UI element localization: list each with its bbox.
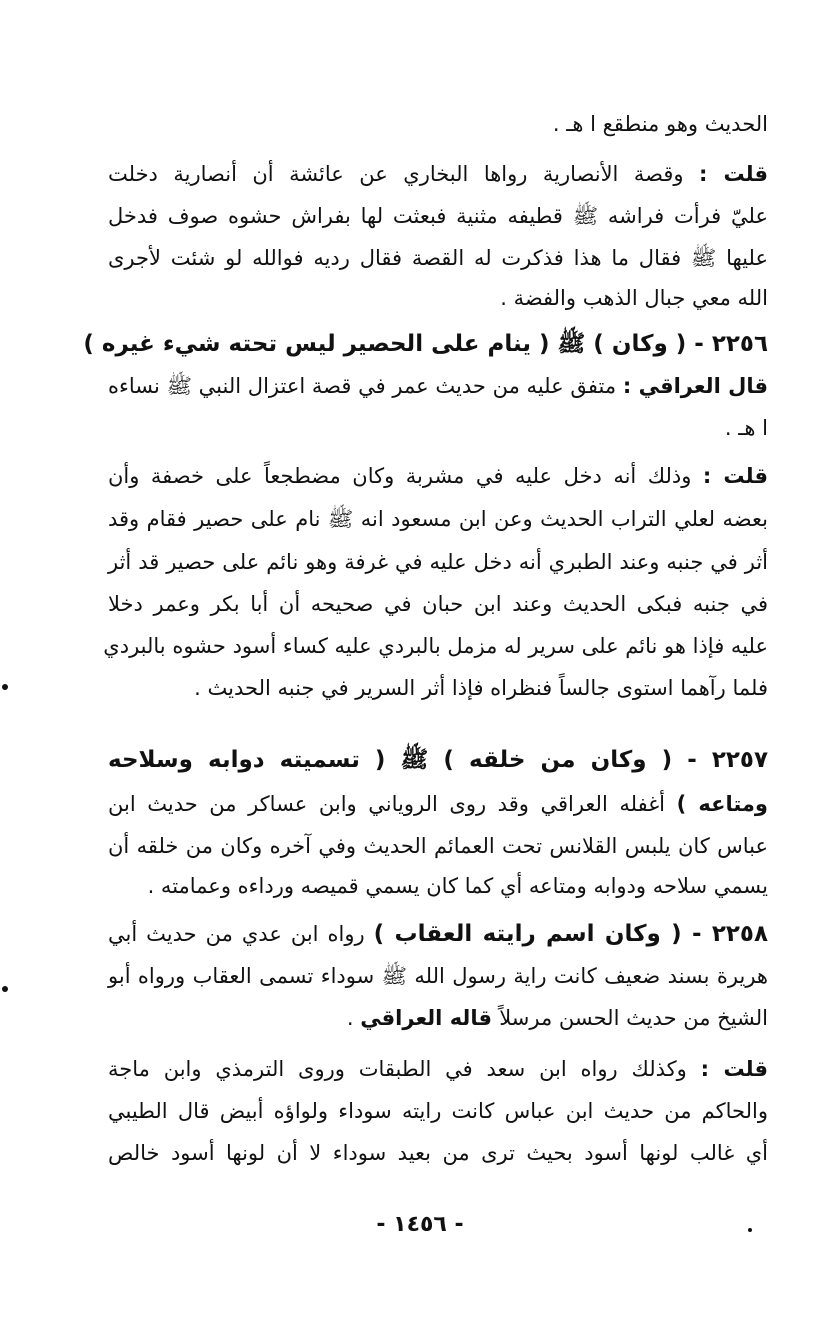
text-line: قلت : وكذلك رواه ابن سعد في الطبقات وروى الترمذي وابن ماجة [108,1057,769,1081]
section-heading-2257: ٢٢٥٧ - ( وكان من خلقه ) ﷺ ( تسميته دوابه وسلاحه [108,747,768,773]
text-line: يسمي سلاحه ودوابه ومتاعه أي كما كان يسمي قميصه ورداءه وعمامته . [147,874,768,898]
section-heading-2256: ٢٢٥٦ - ( وكان ) ﷺ ( ينام على الحصير ليس تحته شيء غيره ) [83,331,768,357]
text-line: قلت : وقصة الأنصارية رواها البخاري عن عائشة أن أنصارية دخلت [108,162,768,186]
text-line: في جنبه فبكى الحديث وعند ابن حبان في صحيحه أن أبا بكر وعمر دخلا [108,592,768,616]
text-line: عليه فإذا هو نائم على سرير له مزمل بالبردي عليه كساء أسود حشوه بالبردي [103,634,768,658]
scan-speck [2,684,8,690]
text-line: الله معي جبال الذهب والفضة . [500,286,768,310]
text-line: والحاكم من حديث ابن عباس كانت رايته سوداء ولواؤه أبيض قال الطيبي [108,1099,768,1123]
text-line: قال العراقي : متفق عليه من حديث عمر في قصة اعتزال النبي ﷺ نساءه [108,374,768,398]
text-line: عليّ فرأت فراشه ﷺ قطيفه مثنية فبعثت لها بفراش حشوه صوف فدخل [108,204,768,228]
section-heading-2258: ٢٢٥٨ - ( وكان اسم رايته العقاب ) رواه ابن عدي من حديث أبي [108,921,769,947]
text-line: قلت : وذلك أنه دخل عليه في مشربة وكان مضطجعاً على خصفة وأن [108,464,768,488]
text-line: بعضه لعلي التراب الحديث وعن ابن مسعود انه ﷺ نام على حصير فقام وقد [108,507,768,531]
text-line: ا هـ . [724,416,768,440]
text-line: أثر في جنبه وعند الطبري أنه دخل عليه في غرفة وهو نائم على حصير قد أثر [108,550,768,574]
text-line: الشيخ من حديث الحسن مرسلاً قاله العراقي . [346,1006,768,1030]
text-line: هريرة بسند ضعيف كانت راية رسول الله ﷺ سوداء تسمى العقاب ورواه أبو [108,964,768,988]
scan-speck [2,986,8,992]
text-line: الحديث وهو منطقع ا هـ . [552,112,768,136]
text-line: أي غالب لونها أسود بحيث ترى من بعيد سوداء لا أن لونها أسود خالص [108,1141,768,1165]
scan-speck [748,1228,752,1232]
page-number: - ١٤٥٦ - [376,1212,464,1237]
text-line: عليها ﷺ فقال ما هذا فذكرت له القصة فقال رديه فوالله لو شئت لأجرى [108,246,768,270]
text-line: فلما رآهما استوى جالساً فنظراه فإذا أثر السرير في جنبه الحديث . [194,676,768,700]
text-line: ومتاعه ) أغفله العراقي وقد روى الروياني وابن عساكر من حديث ابن [108,792,768,816]
text-line: عباس كان يلبس القلانس تحت العمائم الحديث وفي آخره وكان من خلقه أن [108,834,768,858]
